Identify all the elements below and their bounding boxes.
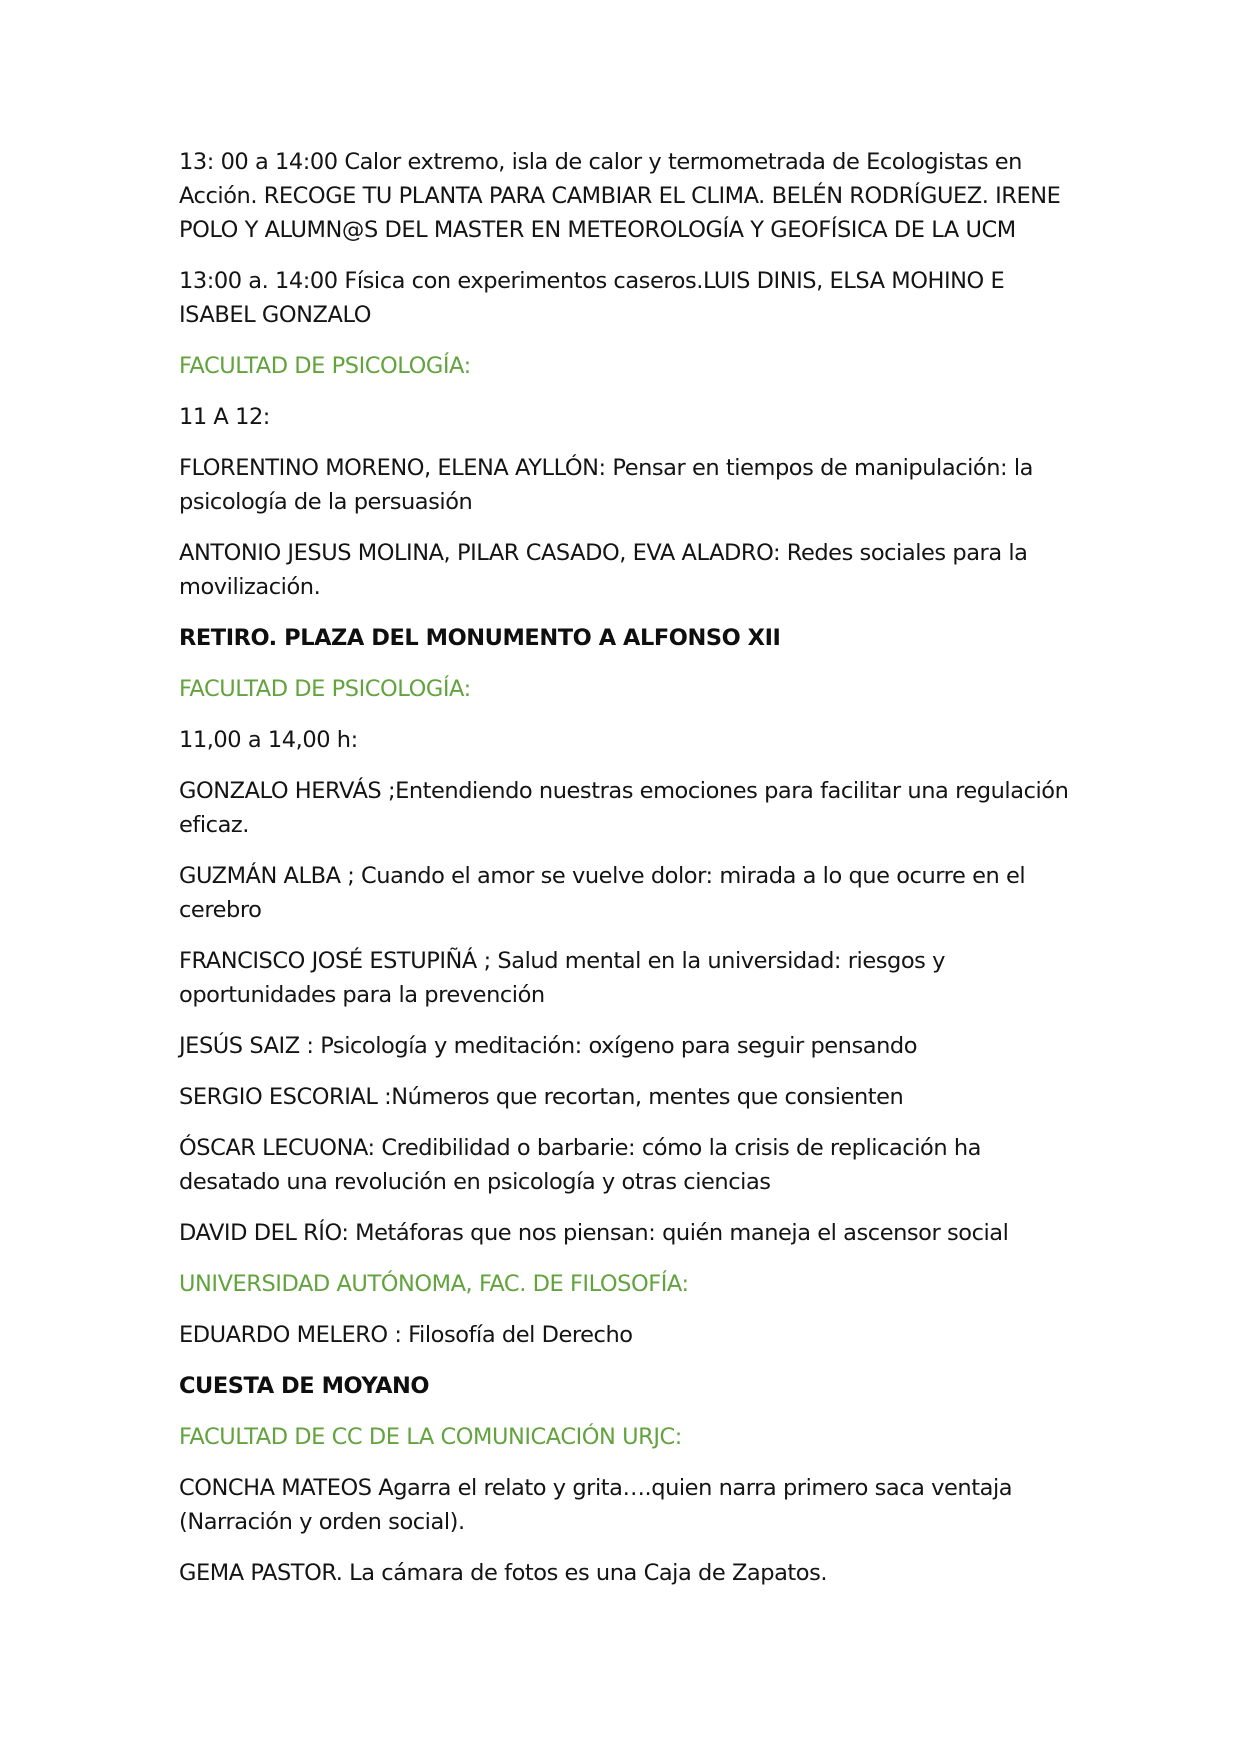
talk-entry: FRANCISCO JOSÉ ESTUPIÑÁ ; Salud mental en la universidad: riesgos y oportunidades para la prevención	[179, 948, 945, 1008]
talk-entry: GUZMÁN ALBA ; Cuando el amor se vuelve dolor: mirada a lo que ocurre en el cerebro	[179, 863, 1026, 923]
section-heading-psicologia: FACULTAD DE PSICOLOGÍA:	[179, 353, 471, 379]
talk-entry: ÓSCAR LECUONA: Credibilidad o barbarie: cómo la crisis de replicación ha desatado una revolución en psicología y otras ciencias	[179, 1135, 982, 1195]
talk-entry: GONZALO HERVÁS ;Entendiendo nuestras emociones para facilitar una regulación eficaz.	[179, 778, 1069, 838]
talk-entry: CONCHA MATEOS Agarra el relato y grita….quien narra primero saca ventaja (Narración y orden social).	[179, 1475, 1013, 1535]
section-heading-autonoma: UNIVERSIDAD AUTÓNOMA, FAC. DE FILOSOFÍA:	[179, 1271, 689, 1297]
location-heading-moyano: CUESTA DE MOYANO	[179, 1373, 430, 1399]
time-slot: 11,00 a 14,00 h:	[179, 727, 358, 753]
talk-entry: ANTONIO JESUS MOLINA, PILAR CASADO, EVA ALADRO: Redes sociales para la movilización.	[179, 540, 1028, 600]
talk-entry: JESÚS SAIZ : Psicología y meditación: oxígeno para seguir pensando	[179, 1033, 918, 1059]
section-heading-psicologia: FACULTAD DE PSICOLOGÍA:	[179, 676, 471, 702]
section-heading-comunicacion: FACULTAD DE CC DE LA COMUNICACIÓN URJC:	[179, 1424, 682, 1450]
document-content	[179, 145, 1079, 1607]
talk-entry: EDUARDO MELERO : Filosofía del Derecho	[179, 1322, 633, 1348]
talk-entry: SERGIO ESCORIAL :Números que recortan, mentes que consienten	[179, 1084, 904, 1110]
paragraph-fisica-experimentos: 13:00 a. 14:00 Física con experimentos caseros.LUIS DINIS, ELSA MOHINO E ISABEL GONZALO	[179, 268, 1005, 328]
time-slot: 11 A 12:	[179, 404, 270, 430]
talk-entry: FLORENTINO MORENO, ELENA AYLLÓN: Pensar en tiempos de manipulación: la psicología de la persuasión	[179, 455, 1034, 515]
talk-entry: DAVID DEL RÍO: Metáforas que nos piensan: quién maneja el ascensor social	[179, 1220, 1009, 1246]
location-heading-retiro: RETIRO. PLAZA DEL MONUMENTO A ALFONSO XII	[179, 625, 781, 651]
talk-entry: GEMA PASTOR. La cámara de fotos es una Caja de Zapatos.	[179, 1560, 828, 1586]
paragraph-calor-extremo: 13: 00 a 14:00 Calor extremo, isla de calor y termometrada de Ecologistas en Acción. RECOGE TU PLANTA PARA CAMBIAR EL CLIMA. BELÉN RODRÍGUEZ. IRENE POLO Y ALUMN@S DEL MASTER EN METEOROLOGÍA Y GEOFÍSICA DE LA UCM	[179, 149, 1061, 243]
